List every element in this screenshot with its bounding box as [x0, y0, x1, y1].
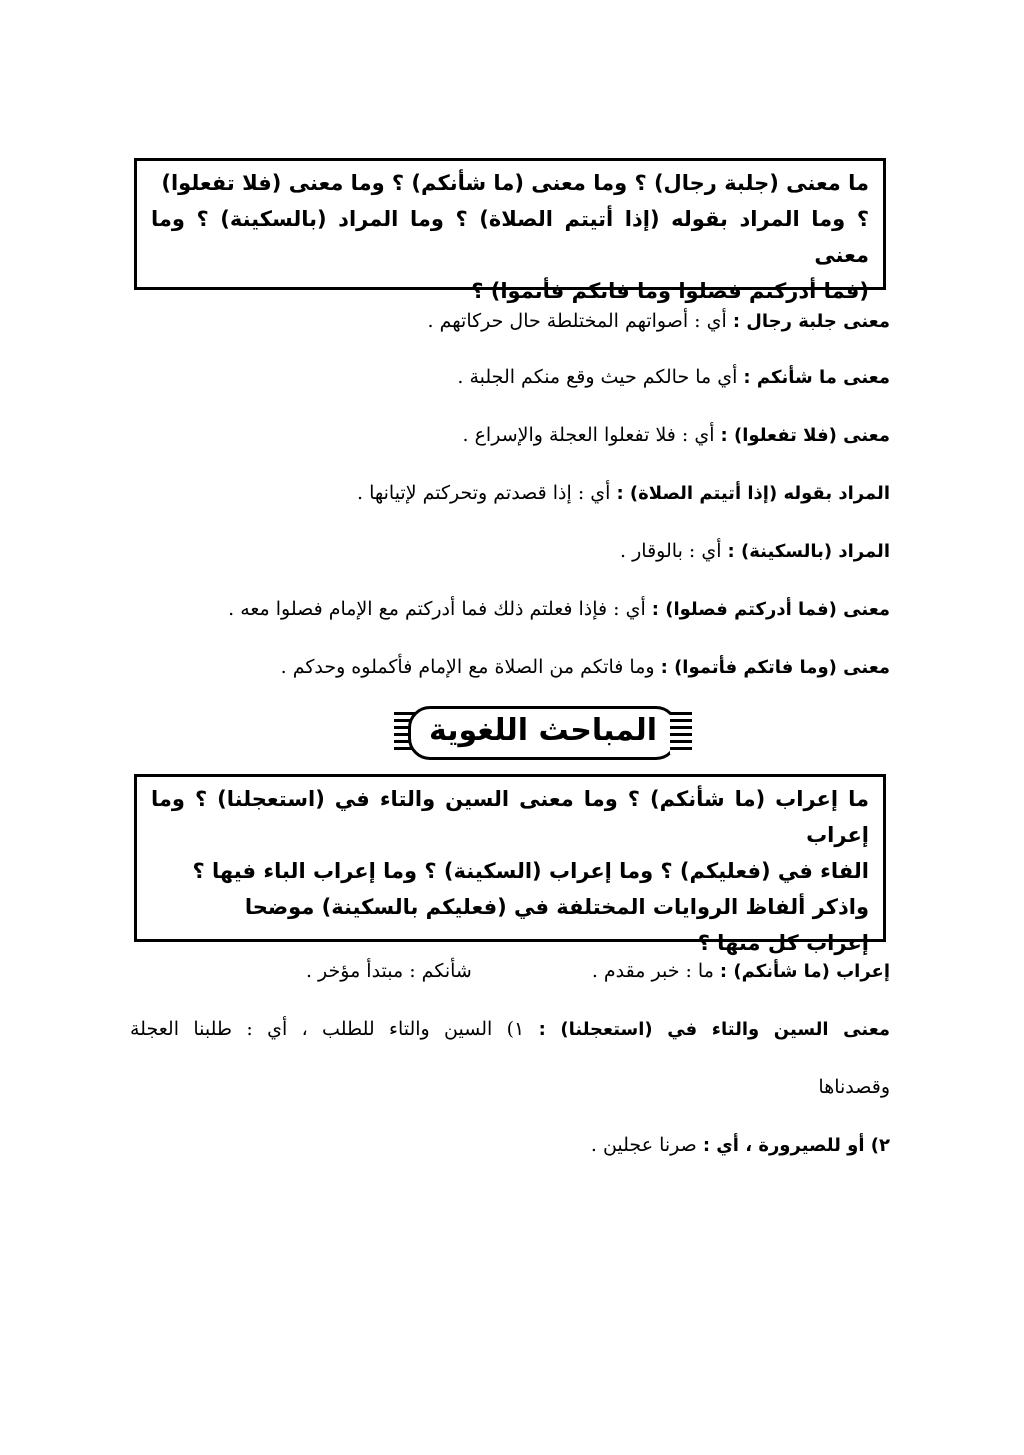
section-title: المباحث اللغوية [408, 706, 678, 760]
irab-part2: شأنكم : مبتدأ مؤخر . [305, 960, 472, 982]
meaning-continuation [130, 1072, 890, 1102]
answer-term: معنى (وما فاتكم فأتموا) : [660, 657, 890, 678]
irab-line [130, 956, 890, 987]
meaning-line [130, 1014, 890, 1045]
question-line: واذكر ألفاظ الروايات المختلفة في (فعليكم بالسكينة) موضحا [244, 895, 869, 919]
answer-term: معنى (فلا تفعلوا) : [720, 425, 890, 446]
answer-text: أي : إذا قصدتم وتحركتم لإتيانها . [356, 482, 617, 504]
question-line: ما إعراب (ما شأنكم) ؟ وما معنى السين والتاء في (استعجلنا) ؟ وما إعراب [151, 787, 869, 847]
irab-part1: ما : خبر مقدم . [591, 960, 720, 982]
answer-line [130, 362, 890, 393]
point2-text: صرنا عجلين . [590, 1134, 703, 1156]
question-box-1 [134, 158, 886, 303]
question-line: (فما أدركتم فصلوا وما فاتكم فأتموا) ؟ [471, 279, 869, 303]
answer-term: معنى ما شأنكم : [743, 367, 890, 388]
answer-term: معنى (فما أدركتم فصلوا) : [651, 599, 890, 620]
irab-term: إعراب (ما شأنكم) : [719, 961, 890, 982]
answer-term: معنى جلبة رجال : [732, 311, 890, 332]
answer-text: وما فاتكم من الصلاة مع الإمام فأكملوه وحدكم . [280, 656, 661, 678]
question-box-2 [134, 774, 886, 955]
question-line: الفاء في (فعليكم) ؟ وما إعراب (السكينة) ؟ وما إعراب الباء فيها ؟ [192, 859, 869, 883]
question-line: ؟ وما المراد بقوله (إذا أتيتم الصلاة) ؟ وما المراد (بالسكينة) ؟ وما معنى [151, 207, 869, 267]
question-line: إعراب كل منها ؟ [697, 931, 869, 955]
meaning-term: معنى السين والتاء في (استعجلنا) : [538, 1019, 890, 1040]
answer-text: أي : بالوقار . [620, 540, 728, 562]
section-banner [394, 704, 692, 762]
answer-term: المراد بقوله (إذا أتيتم الصلاة) : [616, 483, 890, 504]
answer-text: أي : فلا تفعلوا العجلة والإسراع . [462, 424, 721, 446]
answer-line [130, 536, 890, 567]
answer-line [130, 652, 890, 683]
meaning-cont-text: وقصدناها [818, 1076, 890, 1098]
answer-text: أي : أصواتهم المختلطة حال حركاتهم . [427, 310, 733, 332]
point2-term: ٢) أو للصيرورة ، أي : [702, 1135, 890, 1156]
answer-line [130, 420, 890, 451]
banner-stripes-decoration [670, 712, 692, 754]
meaning-text: ١) السين والتاء للطلب ، أي : طلبنا العجلة [130, 1018, 539, 1040]
answer-line [130, 306, 890, 337]
answer-term: المراد (بالسكينة) : [727, 541, 890, 562]
answer-text: أي : فإذا فعلتم ذلك فما أدركتم مع الإمام فصلوا معه . [228, 598, 652, 620]
answer-line [130, 594, 890, 625]
question-line: ما معنى (جلبة رجال) ؟ وما معنى (ما شأنكم) ؟ وما معنى (فلا تفعلوا) [161, 171, 869, 195]
answer-line [130, 478, 890, 509]
answer-text: أي ما حالكم حيث وقع منكم الجلبة . [457, 366, 744, 388]
point2-line [130, 1130, 890, 1161]
